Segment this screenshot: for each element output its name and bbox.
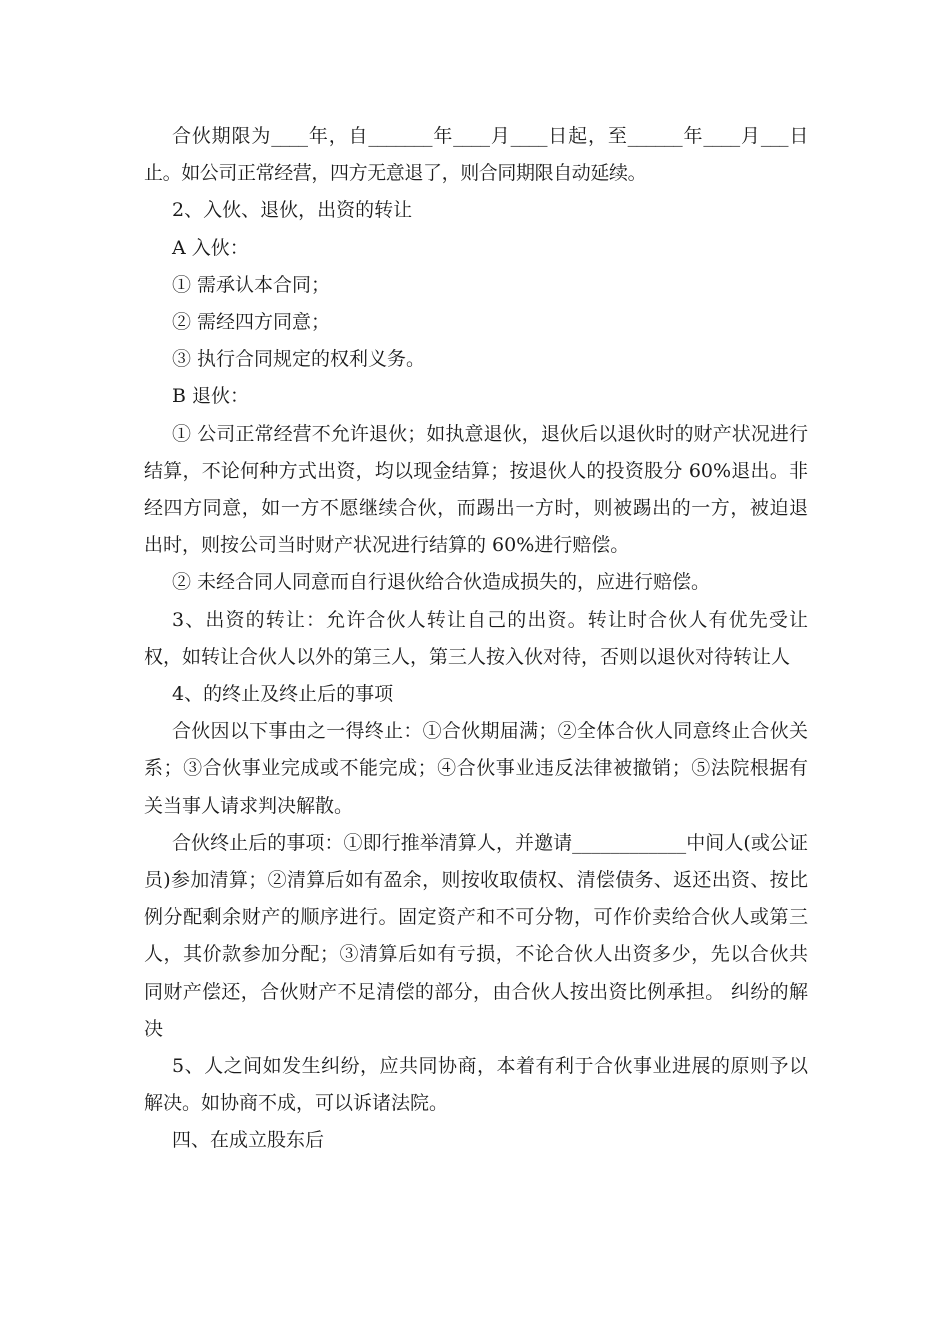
list-item-joining-1: ① 需承认本合同； (172, 273, 331, 296)
list-item-withdrawal-2: ② 未经合同人同意而自行退伙给合伙造成损失的，应进行赔偿。 (172, 571, 711, 594)
list-item-joining-3: ③ 执行合同规定的权利义务。 (172, 348, 426, 371)
heading-termination: 4、的终止及终止后的事项 (172, 683, 394, 706)
paragraph-after-termination: 合伙终止后的事项：①即行推举清算人，并邀请____________中间人(或公证员)参加清算；②清算后如有盈余，则按收取债权、清偿债务、返还出资、按比例分配剩余财产的顺序进行。固定资产和不可分物，可作价卖给合伙人或第三人，其价款参加分配；③清算后如有亏损，不论合伙人出资多少，先以合伙共同财产偿还，合伙财产不足清偿的部分，由合伙人按出资比例承担。 纠纷的解决 (144, 831, 808, 1040)
paragraph-partnership-term: 合伙期限为____年，自_______年____月____日起，至______年____月___日止。如公司正常经营，四方无意退了，则合同期限自动延续。 (144, 125, 808, 185)
subheading-withdrawal: B 退伙： (172, 385, 250, 408)
paragraph-dispute-resolution: 5、人之间如发生纠纷，应共同协商，本着有利于合伙事业进展的原则予以解决。如协商不成，可以诉诸法院。 (144, 1055, 808, 1115)
heading-joining-withdrawal: 2、入伙、退伙，出资的转让 (172, 199, 413, 222)
list-item-joining-2: ② 需经四方同意； (172, 311, 331, 334)
paragraph-capital-transfer: 3、出资的转让：允许合伙人转让自己的出资。转让时合伙人有优先受让权，如转让合伙人以外的第三人，第三人按入伙对待，否则以退伙对待转让人 (144, 608, 808, 668)
list-item-withdrawal-1: ① 公司正常经营不允许退伙；如执意退伙，退伙后以退伙时的财产状况进行结算，不论何种方式出资，均以现金结算；按退伙人的投资股分 60%退出。非经四方同意，如一方不愿继续合伙，而踢出一方时，则被踢出的一方，被迫退出时，则按公司当时财产状况进行结算的 60%进行赔偿。 (144, 422, 808, 557)
document-body (144, 118, 808, 1160)
subheading-joining: A 入伙： (172, 236, 249, 259)
heading-section-four: 四、在成立股东后 (172, 1129, 325, 1152)
paragraph-termination-causes: 合伙因以下事由之一得终止：①合伙期届满；②全体合伙人同意终止合伙关系；③合伙事业完成或不能完成；④合伙事业违反法律被撤销；⑤法院根据有关当事人请求判决解散。 (144, 720, 808, 817)
